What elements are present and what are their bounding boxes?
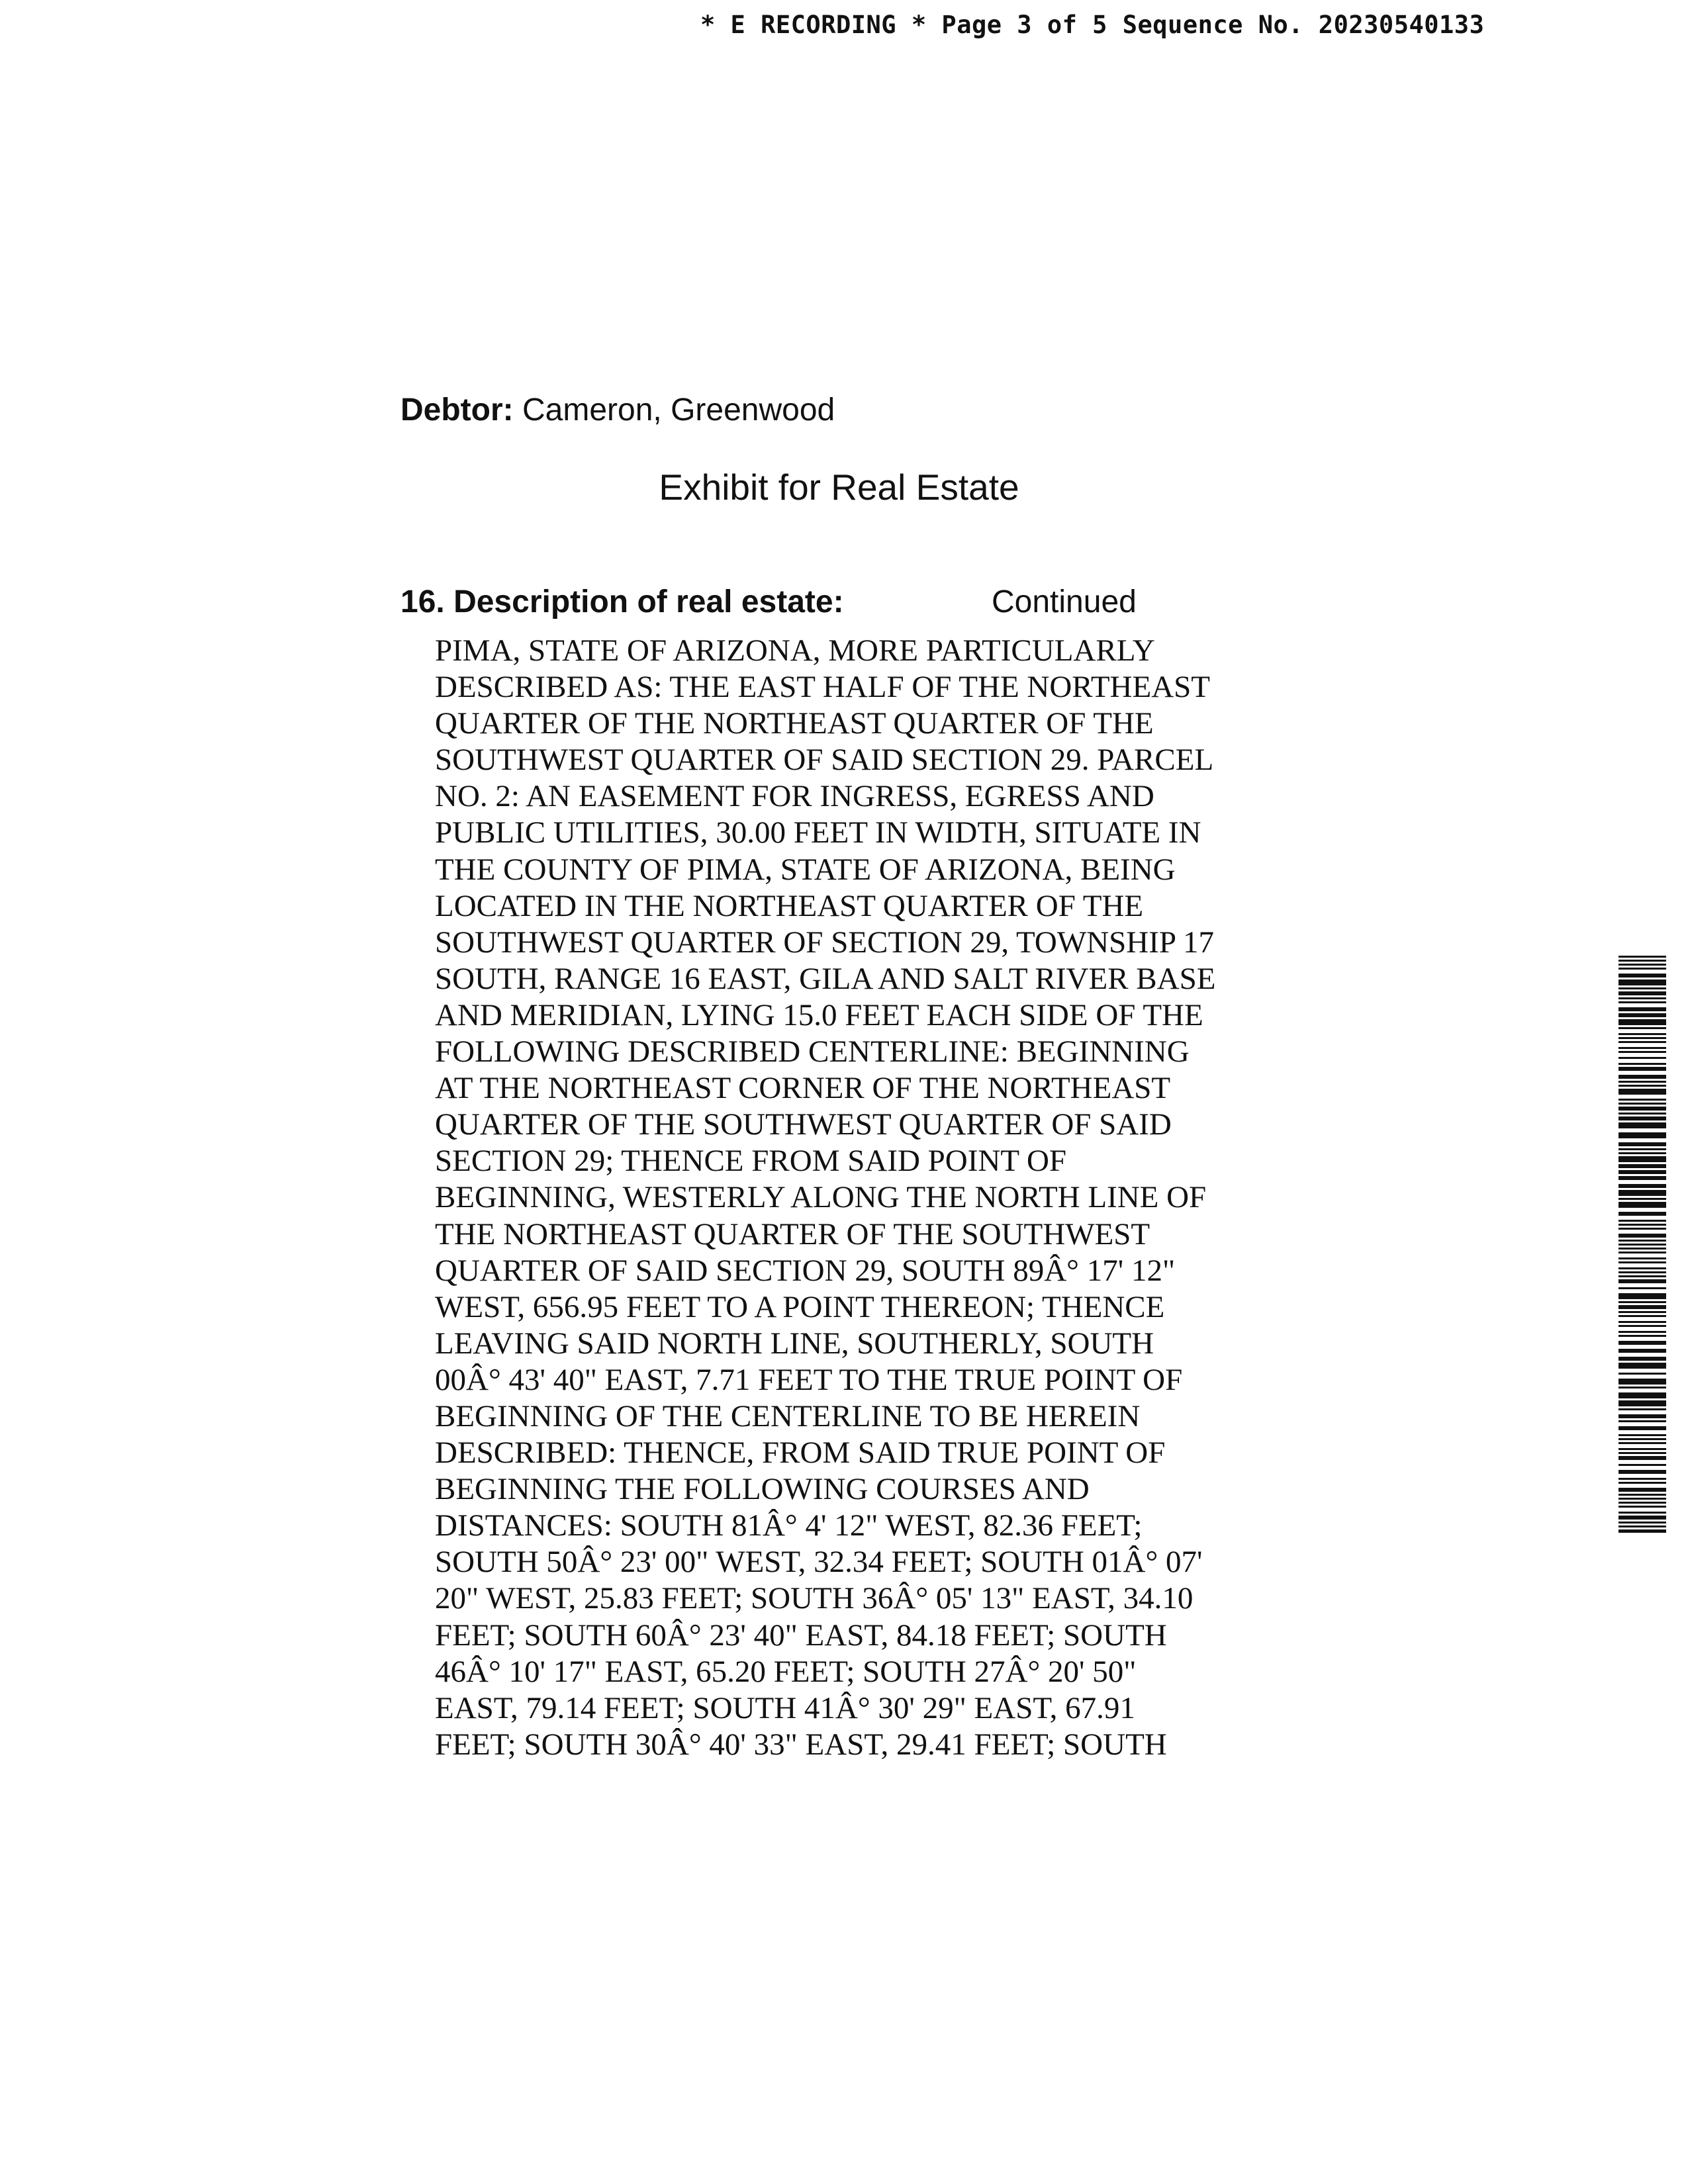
legal-line: DESCRIBED AS: THE EAST HALF OF THE NORTHEAST	[435, 670, 1210, 705]
legal-line: PUBLIC UTILITIES, 30.00 FEET IN WIDTH, SITUATE IN	[435, 815, 1201, 850]
legal-line: FOLLOWING DESCRIBED CENTERLINE: BEGINNING	[435, 1034, 1190, 1069]
legal-line: QUARTER OF THE SOUTHWEST QUARTER OF SAID	[435, 1107, 1172, 1142]
debtor-label: Debtor:	[400, 392, 514, 428]
legal-line: SECTION 29; THENCE FROM SAID POINT OF	[435, 1144, 1067, 1179]
legal-line: 00Â° 43' 40" EAST, 7.71 FEET TO THE TRUE POINT OF	[435, 1362, 1183, 1397]
legal-line: 20" WEST, 25.83 FEET; SOUTH 36Â° 05' 13" EAST, 34.10	[435, 1581, 1194, 1616]
legal-line: THE COUNTY OF PIMA, STATE OF ARIZONA, BEING	[435, 852, 1176, 887]
legal-line: DISTANCES: SOUTH 81Â° 4' 12" WEST, 82.36 FEET;	[435, 1508, 1143, 1543]
legal-line: SOUTH, RANGE 16 EAST, GILA AND SALT RIVER BASE	[435, 961, 1216, 996]
legal-line: FEET; SOUTH 60Â° 23' 40" EAST, 84.18 FEET; SOUTH	[435, 1617, 1167, 1653]
debtor-line	[400, 392, 835, 428]
debtor-name: Cameron, Greenwood	[522, 392, 835, 428]
legal-line: SOUTHWEST QUARTER OF SAID SECTION 29. PARCEL	[435, 743, 1214, 778]
legal-line: THE NORTHEAST QUARTER OF THE SOUTHWEST	[435, 1216, 1150, 1251]
legal-line: BEGINNING OF THE CENTERLINE TO BE HEREIN	[435, 1398, 1141, 1433]
legal-line: SOUTH 50Â° 23' 00" WEST, 32.34 FEET; SOUTH 01Â° 07'	[435, 1545, 1203, 1580]
legal-line: QUARTER OF THE NORTHEAST QUARTER OF THE	[435, 706, 1154, 741]
legal-line: LEAVING SAID NORTH LINE, SOUTHERLY, SOUTH	[435, 1326, 1154, 1361]
barcode-image	[1618, 956, 1666, 1533]
legal-line: 46Â° 10' 17" EAST, 65.20 FEET; SOUTH 27Â° 20' 50"	[435, 1654, 1137, 1689]
section-label: 16. Description of real estate:	[400, 584, 844, 619]
continued-label: Continued	[992, 584, 1137, 619]
recording-stamp: * E RECORDING * Page 3 of 5 Sequence No. 20230540133	[700, 11, 1485, 39]
legal-line: DESCRIBED: THENCE, FROM SAID TRUE POINT OF	[435, 1435, 1166, 1471]
legal-line: FEET; SOUTH 30Â° 40' 33" EAST, 29.41 FEET; SOUTH	[435, 1727, 1167, 1762]
legal-line: NO. 2: AN EASEMENT FOR INGRESS, EGRESS AND	[435, 779, 1154, 814]
legal-line: PIMA, STATE OF ARIZONA, MORE PARTICULARLY	[435, 633, 1155, 668]
exhibit-title: Exhibit for Real Estate	[659, 467, 1019, 508]
legal-line: AND MERIDIAN, LYING 15.0 FEET EACH SIDE OF THE	[435, 997, 1203, 1032]
legal-line: AT THE NORTHEAST CORNER OF THE NORTHEAST	[435, 1071, 1171, 1106]
section-heading	[400, 584, 1137, 620]
legal-line: BEGINNING, WESTERLY ALONG THE NORTH LINE OF	[435, 1180, 1207, 1215]
legal-line: WEST, 656.95 FEET TO A POINT THEREON; THENCE	[435, 1289, 1165, 1324]
legal-description	[435, 633, 1295, 1763]
legal-line: BEGINNING THE FOLLOWING COURSES AND	[435, 1472, 1090, 1507]
legal-line: LOCATED IN THE NORTHEAST QUARTER OF THE	[435, 888, 1144, 923]
legal-line: EAST, 79.14 FEET; SOUTH 41Â° 30' 29" EAST, 67.91	[435, 1690, 1135, 1725]
legal-line: QUARTER OF SAID SECTION 29, SOUTH 89Â° 17' 12"	[435, 1253, 1176, 1288]
legal-line: SOUTHWEST QUARTER OF SECTION 29, TOWNSHIP 17	[435, 925, 1215, 960]
